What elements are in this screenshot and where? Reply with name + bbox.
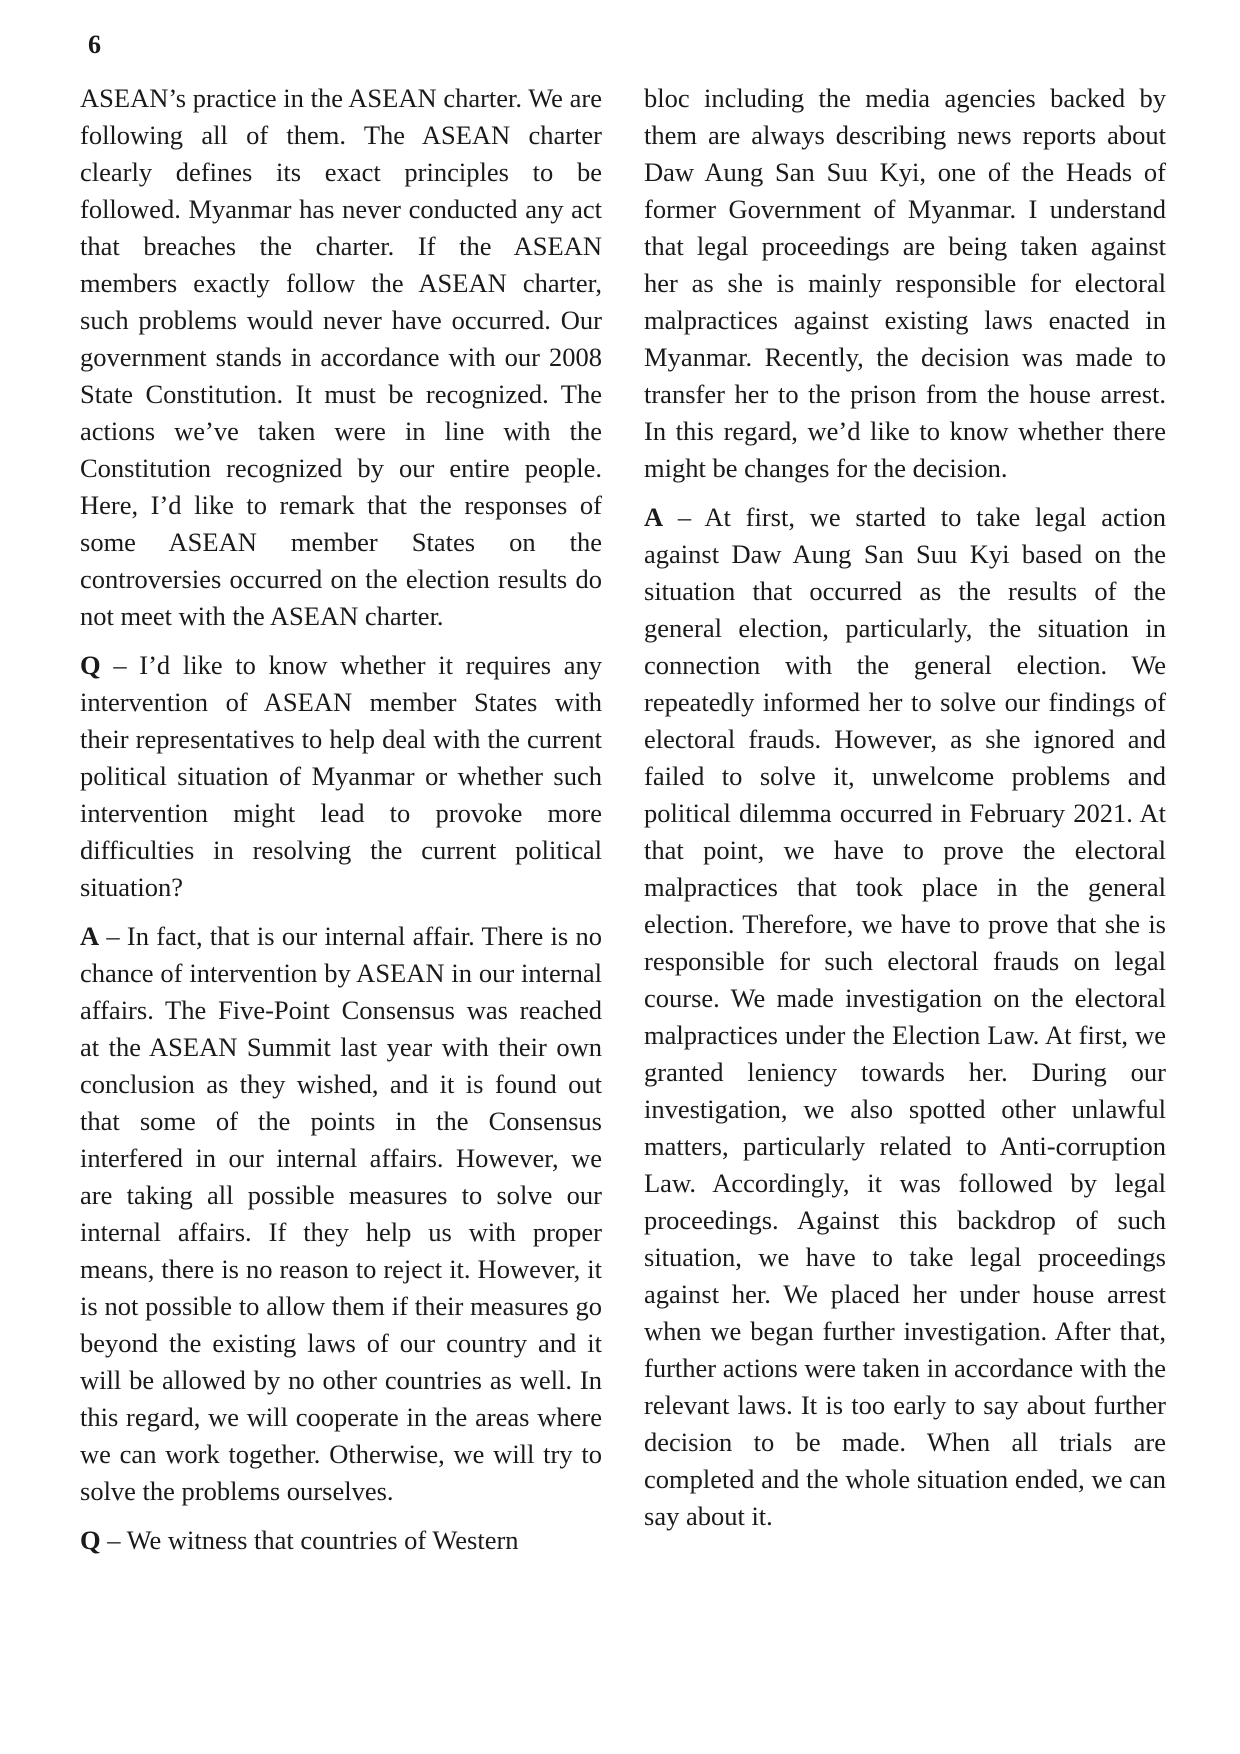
question-marker: Q [80, 1525, 101, 1555]
right-column [644, 80, 1166, 1547]
paragraph-text: ASEAN’s practice in the ASEAN charter. We are following all of them. The ASEAN charter clearly defines its exact principles to be followed. Myanmar has never conducted any act that breaches the charter. If the ASEAN members exactly follow the ASEAN charter, such problems would never have occurred. Our government stands in accordance with our 2008 State Constitution. It must be recognized. The actions we’ve taken were in line with the Constitution recognized by our entire people. Here, I’d like to remark that the responses of some ASEAN member States on the controversies occurred on the election results do not meet with the ASEAN charter. [80, 83, 602, 631]
paragraph [644, 499, 1166, 1535]
answer-marker: A [80, 921, 100, 951]
paragraph [80, 647, 602, 906]
answer-marker: A [644, 502, 664, 532]
paragraph [80, 1522, 602, 1559]
paragraph [80, 80, 602, 635]
paragraph-text: – In fact, that is our internal affair. There is no chance of intervention by ASEAN in our internal affairs. The Five-Point Consensus was reached at the ASEAN Summit last year with their own conclusion as they wished, and it is found out that some of the points in the Consensus interfered in our internal affairs. However, we are taking all possible measures to solve our internal affairs. If they help us with proper means, there is no reason to reject it. However, it is not possible to allow them if their measures go beyond the existing laws of our country and it will be allowed by no other countries as well. In this regard, we will cooperate in the areas where we can work together. Otherwise, we will try to solve the problems ourselves. [80, 921, 602, 1506]
paragraph-text: – We witness that countries of Western [100, 1525, 519, 1555]
paragraph-text: bloc including the media agencies backed by them are always describing news reports about Daw Aung San Suu Kyi, one of the Heads of former Government of Myanmar. I understand that legal proceedings are being taken against her as she is mainly responsible for electoral malpractices against existing laws enacted in Myanmar. Recently, the decision was made to transfer her to the prison from the house arrest. In this regard, we’d like to know whether there might be changes for the decision. [644, 83, 1166, 483]
question-marker: Q [80, 650, 101, 680]
left-column [80, 80, 602, 1571]
page-number: 6 [88, 30, 101, 59]
paragraph [644, 80, 1166, 487]
paragraph-text: – At first, we started to take legal action against Daw Aung San Suu Kyi based on the situation that occurred as the results of the general election, particularly, the situation in connection with the general election. We repeatedly informed her to solve our findings of electoral frauds. However, as she ignored and failed to solve it, unwelcome problems and political dilemma occurred in February 2021. At that point, we have to prove the electoral malpractices that took place in the general election. Therefore, we have to prove that she is responsible for such electoral frauds on legal course. We made investigation on the electoral malpractices under the Election Law. At first, we granted leniency towards her. During our investigation, we also spotted other unlawful matters, particularly related to Anti-corruption Law. Accordingly, it was followed by legal proceedings. Against this backdrop of such situation, we have to take legal proceedings against her. We placed her under house arrest when we began further investigation. After that, further actions were taken in accordance with the relevant laws. It is too early to say about further decision to be made. When all trials are completed and the whole situation ended, we can say about it. [644, 502, 1166, 1531]
paragraph [80, 918, 602, 1510]
paragraph-text: – I’d like to know whether it requires any intervention of ASEAN member States with their representatives to help deal with the current political situation of Myanmar or whether such intervention might lead to provoke more difficulties in resolving the current political situation? [80, 650, 602, 902]
